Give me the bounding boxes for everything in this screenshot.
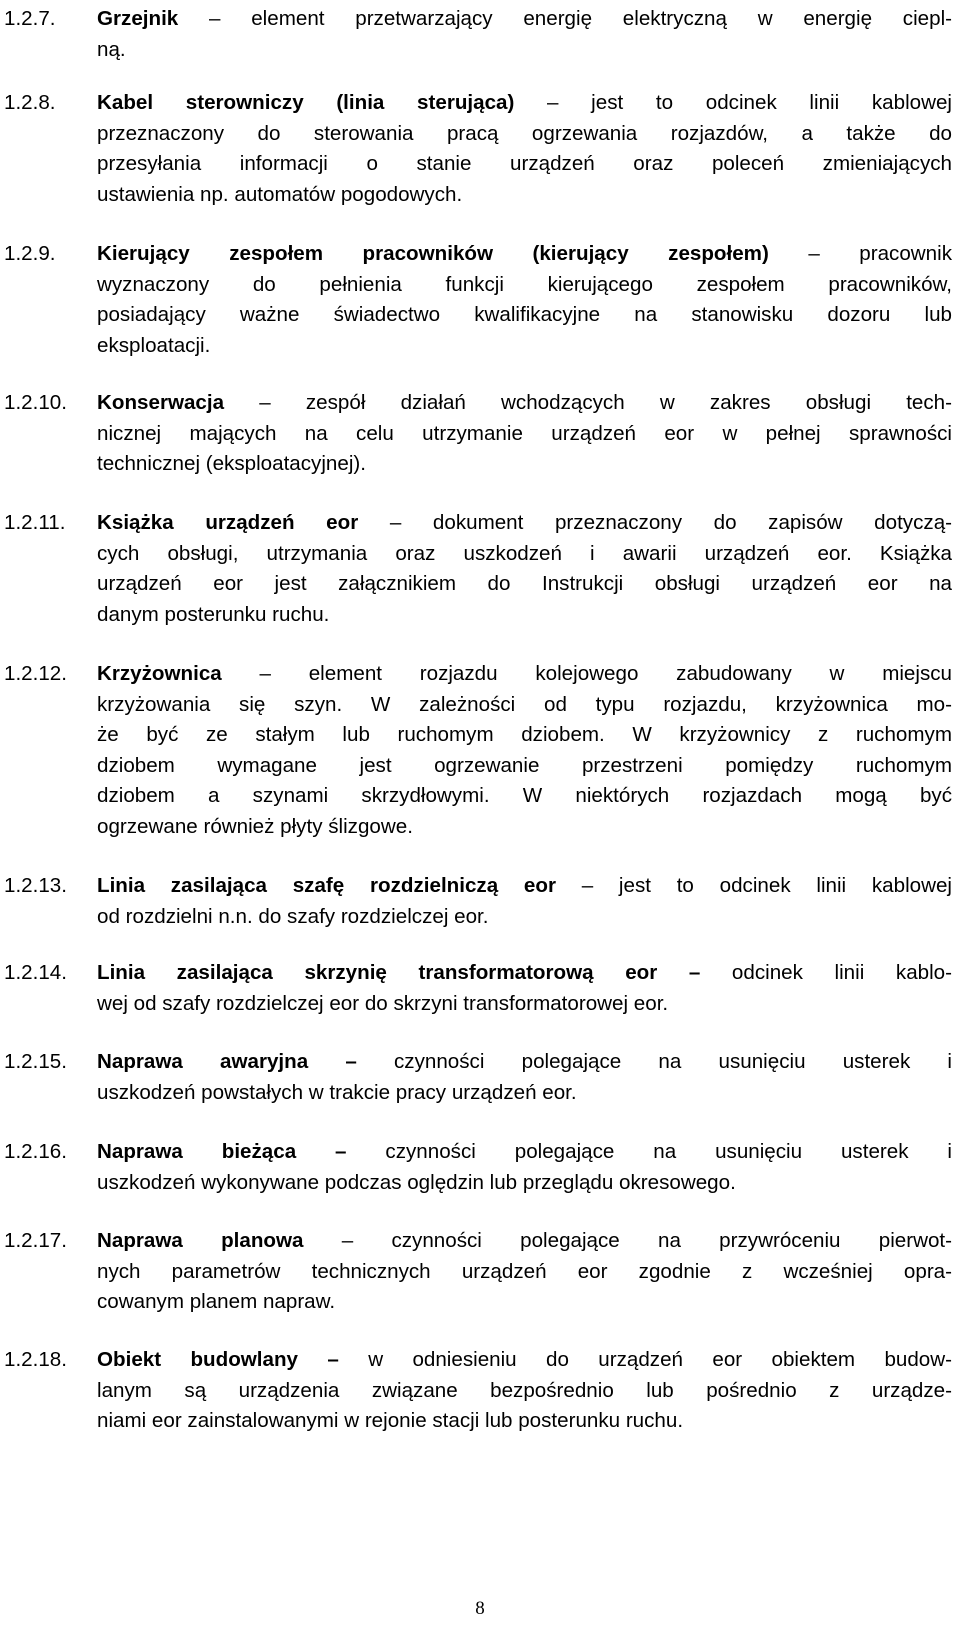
definition-1-2-7 (4, 4, 952, 65)
text-line (97, 270, 952, 301)
definition-text (97, 1047, 952, 1108)
definition-body: danym posterunku ruchu. (97, 602, 330, 626)
text-line (97, 539, 952, 570)
definition-1-2-17 (4, 1226, 952, 1318)
definition-body: – jest to odcinek linii kablowej (555, 874, 953, 897)
text-line (97, 600, 952, 631)
definition-1-2-8 (4, 88, 952, 210)
definition-text (97, 88, 952, 210)
definition-body: – zespół działań wchodzących w zakres obsługi tech- (224, 391, 952, 414)
definition-body: uszkodzeń powstałych w trakcie pracy urządzeń eor. (97, 1080, 577, 1104)
definition-body: że być ze stałym lub ruchomym dziobem. W krzyżownicy z ruchomym (97, 723, 952, 746)
text-line (97, 239, 952, 270)
text-line (97, 1168, 952, 1199)
defined-term: Naprawa bieżąca – (97, 1140, 347, 1163)
text-line (97, 902, 952, 933)
text-line (97, 1047, 952, 1078)
definition-body: – pracownik (768, 242, 953, 265)
defined-term: Książka urządzeń eor (97, 511, 359, 534)
definition-1-2-9 (4, 239, 952, 361)
definition-body: dziobem wymagane jest ogrzewanie przestrzeni pomiędzy ruchomym (97, 753, 952, 777)
text-line (97, 720, 952, 751)
definition-body: posiadający ważne świadectwo kwalifikacyjne na stanowisku dozoru lub (97, 303, 952, 326)
definition-body: nicznej mających na celu utrzymanie urządzeń eor w pełnej sprawności (97, 421, 952, 445)
definition-body: uszkodzeń wykonywane podczas oględzin lub przeglądu okresowego. (97, 1170, 736, 1194)
definition-1-2-10 (4, 388, 952, 480)
definition-text (97, 1226, 952, 1318)
definition-body: niami eor zainstalowanymi w rejonie stacji lub posterunku ruchu. (97, 1409, 684, 1432)
text-line (97, 871, 952, 902)
defined-term: Grzejnik (97, 7, 179, 30)
text-line (97, 180, 952, 211)
defined-term: Naprawa awaryjna – (97, 1050, 357, 1073)
definition-body: ogrzewane również płyty ślizgowe. (97, 814, 413, 838)
definition-body: technicznej (eksploatacyjnej). (97, 452, 366, 475)
text-line (97, 1137, 952, 1168)
text-line (97, 751, 952, 782)
definition-1-2-16 (4, 1137, 952, 1198)
text-line (97, 1376, 952, 1407)
definition-body: cowanym planem napraw. (97, 1290, 336, 1313)
text-line (97, 119, 952, 150)
definition-number: 1.2.17. (4, 1229, 67, 1252)
definition-body: – jest to odcinek linii kablowej (514, 91, 952, 114)
text-line (97, 1287, 952, 1318)
definition-1-2-14 (4, 958, 952, 1019)
definition-body: przeznaczony do sterowania pracą ogrzewania rozjazdów, a także do (97, 121, 952, 145)
definition-text (97, 388, 952, 480)
definition-body: lanym są urządzenia związane bezpośrednio lub pośrednio z urządze- (97, 1378, 952, 1402)
definition-1-2-15 (4, 1047, 952, 1108)
definition-text (97, 871, 952, 932)
definition-body: w odniesieniu do urządzeń eor obiektem budow- (338, 1348, 952, 1371)
definition-body: – czynności polegające na przywróceniu pierwot- (303, 1229, 953, 1252)
definition-text (97, 4, 952, 65)
text-line (97, 1406, 952, 1437)
defined-term: Obiekt budowlany – (97, 1348, 339, 1371)
definition-body: – element przetwarzający energię elektryczną w energię ciepl- (178, 7, 952, 30)
text-line (97, 989, 952, 1020)
defined-term: Konserwacja (97, 391, 225, 414)
text-line (97, 88, 952, 119)
definition-1-2-13 (4, 871, 952, 932)
definition-text (97, 508, 952, 630)
definition-body: krzyżowania się szyn. W zależności od typu rozjazdu, krzyżownica mo- (97, 692, 952, 716)
definition-number: 1.2.11. (4, 511, 66, 534)
definition-body: – element rozjazdu kolejowego zabudowany w miejscu (221, 662, 952, 685)
definition-1-2-18 (4, 1345, 952, 1437)
text-line (97, 508, 952, 539)
definition-number: 1.2.9. (4, 242, 56, 265)
definition-number: 1.2.14. (4, 961, 67, 984)
text-line (97, 419, 952, 450)
text-line (97, 812, 952, 843)
text-line (97, 690, 952, 721)
definition-body: – dokument przeznaczony do zapisów dotyczą- (358, 511, 952, 534)
definition-1-2-11 (4, 508, 952, 630)
definition-body: dziobem a szynami skrzydłowymi. W niektórych rozjazdach mogą być (97, 784, 952, 807)
text-line (97, 1078, 952, 1109)
definition-1-2-12 (4, 659, 952, 842)
definition-body: od rozdzielni n.n. do szafy rozdzielczej eor. (97, 904, 489, 928)
definition-body: przesyłania informacji o stanie urządzeń oraz poleceń zmieniających (97, 152, 952, 175)
defined-term: Kabel sterowniczy (linia sterująca) (97, 91, 515, 114)
defined-term: Kierujący zespołem pracowników (kierujący zespołem) (97, 242, 769, 265)
defined-term: Linia zasilająca skrzynię transformatorową eor – (97, 961, 701, 984)
text-line (97, 659, 952, 690)
text-line (97, 35, 952, 66)
definition-body: czynności polegające na usunięciu usterek i (356, 1050, 953, 1073)
definition-number: 1.2.13. (4, 874, 67, 897)
definition-body: nych parametrów technicznych urządzeń eor zgodnie z wcześniej opra- (97, 1259, 952, 1283)
definition-body: wyznaczony do pełnienia funkcji kierującego zespołem pracowników, (97, 272, 952, 296)
defined-term: Naprawa planowa (97, 1229, 304, 1252)
definition-number: 1.2.15. (4, 1050, 67, 1073)
text-line (97, 781, 952, 812)
text-line (97, 149, 952, 180)
definition-number: 1.2.12. (4, 662, 67, 685)
text-line (97, 1257, 952, 1288)
defined-term: Linia zasilająca szafę rozdzielniczą eor (97, 874, 556, 897)
definition-text (97, 958, 952, 1019)
text-line (97, 300, 952, 331)
text-line (97, 1226, 952, 1257)
definition-text (97, 659, 952, 842)
definition-body: czynności polegające na usunięciu usterek i (346, 1140, 952, 1163)
definition-text (97, 239, 952, 361)
definition-number: 1.2.7. (4, 7, 56, 30)
definition-body: odcinek linii kablo- (700, 961, 952, 984)
definition-text (97, 1345, 952, 1437)
definition-body: ustawienia np. automatów pogodowych. (97, 182, 463, 206)
definition-body: wej od szafy rozdzielczej eor do skrzyni transformatorowej eor. (97, 991, 669, 1015)
definition-text (97, 1137, 952, 1198)
definition-body: eksploatacji. (97, 333, 211, 357)
page-number: 8 (475, 1598, 485, 1619)
defined-term: Krzyżownica (97, 662, 222, 685)
definition-body: cych obsługi, utrzymania oraz uszkodzeń i awarii urządzeń eor. Książka (97, 541, 952, 565)
definition-number: 1.2.8. (4, 91, 56, 114)
text-line (97, 449, 952, 480)
definition-number: 1.2.16. (4, 1140, 67, 1163)
text-line (97, 4, 952, 35)
definition-number: 1.2.10. (4, 391, 67, 414)
text-line (97, 331, 952, 362)
text-line (97, 388, 952, 419)
text-line (97, 1345, 952, 1376)
definition-body: urządzeń eor jest załącznikiem do Instrukcji obsługi urządzeń eor na (97, 572, 952, 595)
text-line (97, 569, 952, 600)
definition-body: ną. (97, 37, 126, 61)
definition-number: 1.2.18. (4, 1348, 67, 1371)
text-line (97, 958, 952, 989)
